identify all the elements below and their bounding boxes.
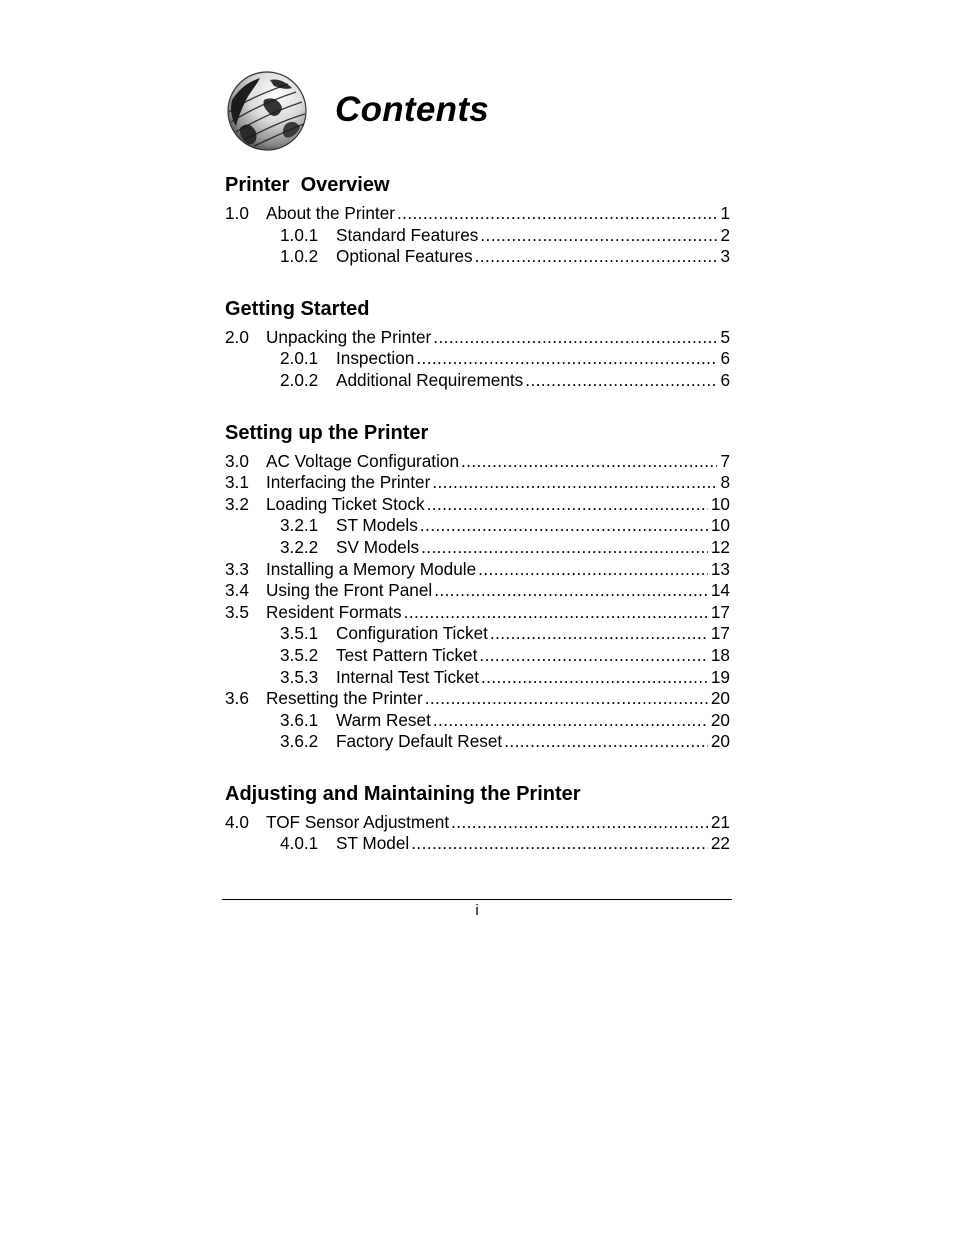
entry-title: ST Model [336,833,410,854]
entry-number: 3.3 [225,558,249,579]
entry-number: 3.2.2 [280,536,319,557]
toc-entry[interactable] [225,537,730,559]
entry-number: 4.0.1 [280,833,319,854]
dot-leader [479,645,707,667]
dot-leader [427,494,708,516]
entry-title: ST Models [336,515,418,536]
dot-leader [451,812,708,834]
entry-title: Test Pattern Ticket [336,644,478,665]
dot-leader [481,667,708,689]
entry-number: 2.0 [225,326,249,347]
entry-number: 2.0.1 [280,348,319,369]
toc-entry[interactable] [225,472,730,494]
toc-entry[interactable] [225,327,730,349]
dot-leader [416,348,717,370]
dot-leader [411,833,708,855]
entry-number: 3.0 [225,450,249,471]
entry-number: 1.0 [225,203,249,223]
entry-page: 6 [720,348,730,369]
toc-entry[interactable] [225,812,730,834]
entry-number: 3.4 [225,580,249,601]
toc-entry[interactable] [225,559,730,581]
entry-number: 2.0.2 [280,369,319,390]
toc-entry[interactable] [225,246,730,268]
entry-page: 6 [720,369,730,390]
entry-number: 3.6.2 [280,731,319,752]
table-of-contents [225,170,730,881]
section-heading: Setting up the Printer [225,421,429,444]
dot-leader [432,472,717,494]
entry-title: Standard Features [336,224,479,245]
entry-title: Unpacking the Printer [266,326,432,347]
dot-leader [478,559,708,581]
toc-entry[interactable] [225,833,730,855]
dot-leader [525,370,717,392]
entry-page: 2 [720,224,730,245]
entry-page: 8 [720,472,730,493]
globe-logo-icon [226,70,308,152]
toc-entry[interactable] [225,667,730,689]
dot-leader [420,515,708,537]
entry-title: Resetting the Printer [266,688,423,709]
entry-page: 12 [710,536,730,557]
dot-leader [434,580,708,602]
entry-page: 20 [710,709,730,730]
entry-page: 22 [710,833,730,854]
entry-number: 3.5.1 [280,623,319,644]
dot-leader [504,731,708,753]
entry-title: Interfacing the Printer [266,472,431,493]
entry-page: 20 [710,688,730,709]
toc-entry[interactable] [225,348,730,370]
toc-entry[interactable] [225,731,730,753]
entry-page: 19 [710,666,730,687]
entry-number: 3.1 [225,472,249,493]
entry-number: 3.6.1 [280,709,319,730]
toc-entry[interactable] [225,645,730,667]
section-heading: Adjusting and Maintaining the Printer [225,782,581,805]
entry-number: 4.0 [225,811,249,832]
entry-title: About the Printer [266,203,395,223]
entry-number: 3.5.3 [280,666,319,687]
entry-title: Inspection [336,348,415,369]
section-heading: Getting Started [225,297,370,320]
toc-entry[interactable] [225,580,730,602]
page-title: Contents [335,90,490,129]
entry-title: Optional Features [336,246,473,267]
entry-page: 10 [710,493,730,514]
toc-entry[interactable] [225,494,730,516]
entry-number: 3.2 [225,493,249,514]
dot-leader [421,537,708,559]
entry-number: 3.5.2 [280,644,319,665]
page-number: i [475,902,479,919]
dot-leader [404,602,708,624]
entry-page: 21 [710,811,730,832]
entry-title: TOF Sensor Adjustment [266,811,450,832]
dot-leader [461,451,717,473]
toc-entry[interactable] [225,710,730,732]
entry-title: Factory Default Reset [336,731,503,752]
entry-number: 1.0.1 [280,224,319,245]
entry-page: 20 [710,731,730,752]
toc-entry[interactable] [225,370,730,392]
entry-title: AC Voltage Configuration [266,450,460,471]
entry-number: 3.5 [225,601,249,622]
dot-leader [433,327,717,349]
entry-title: Additional Requirements [336,369,524,390]
entry-title: Warm Reset [336,709,431,730]
toc-entry[interactable] [225,225,730,247]
entry-number: 3.2.1 [280,515,319,536]
entry-page: 7 [720,450,730,471]
footer-divider [222,899,732,900]
dot-leader [397,203,717,225]
entry-page: 14 [710,580,730,601]
entry-page: 5 [720,326,730,347]
toc-section [225,779,730,855]
entry-page: 17 [710,601,730,622]
dot-leader [480,225,717,247]
toc-entry[interactable] [225,688,730,710]
dot-leader [475,246,718,268]
toc-entry[interactable] [225,602,730,624]
entry-title: Loading Ticket Stock [266,493,425,514]
dot-leader [433,710,708,732]
entry-number: 1.0.2 [280,246,319,267]
entry-page: 17 [710,623,730,644]
entry-number: 3.6 [225,688,249,709]
entry-title: Using the Front Panel [266,580,433,601]
entry-page: 10 [710,515,730,536]
toc-entry[interactable] [225,451,730,473]
entry-page: 18 [710,644,730,665]
toc-entry[interactable] [225,623,730,645]
entry-title: Configuration Ticket [336,623,488,644]
toc-entry[interactable] [225,203,730,225]
toc-entry[interactable] [225,515,730,537]
entry-page: 13 [710,558,730,579]
dot-leader [490,623,708,645]
entry-title: Installing a Memory Module [266,558,477,579]
toc-section [225,418,730,753]
section-heading: Printer Overview [225,174,390,196]
toc-section [225,170,730,268]
entry-title: Internal Test Ticket [336,666,479,687]
dot-leader [425,688,708,710]
entry-title: Resident Formats [266,601,402,622]
entry-page: 1 [720,203,730,223]
entry-page: 3 [720,246,730,267]
entry-title: SV Models [336,536,420,557]
toc-section [225,294,730,392]
